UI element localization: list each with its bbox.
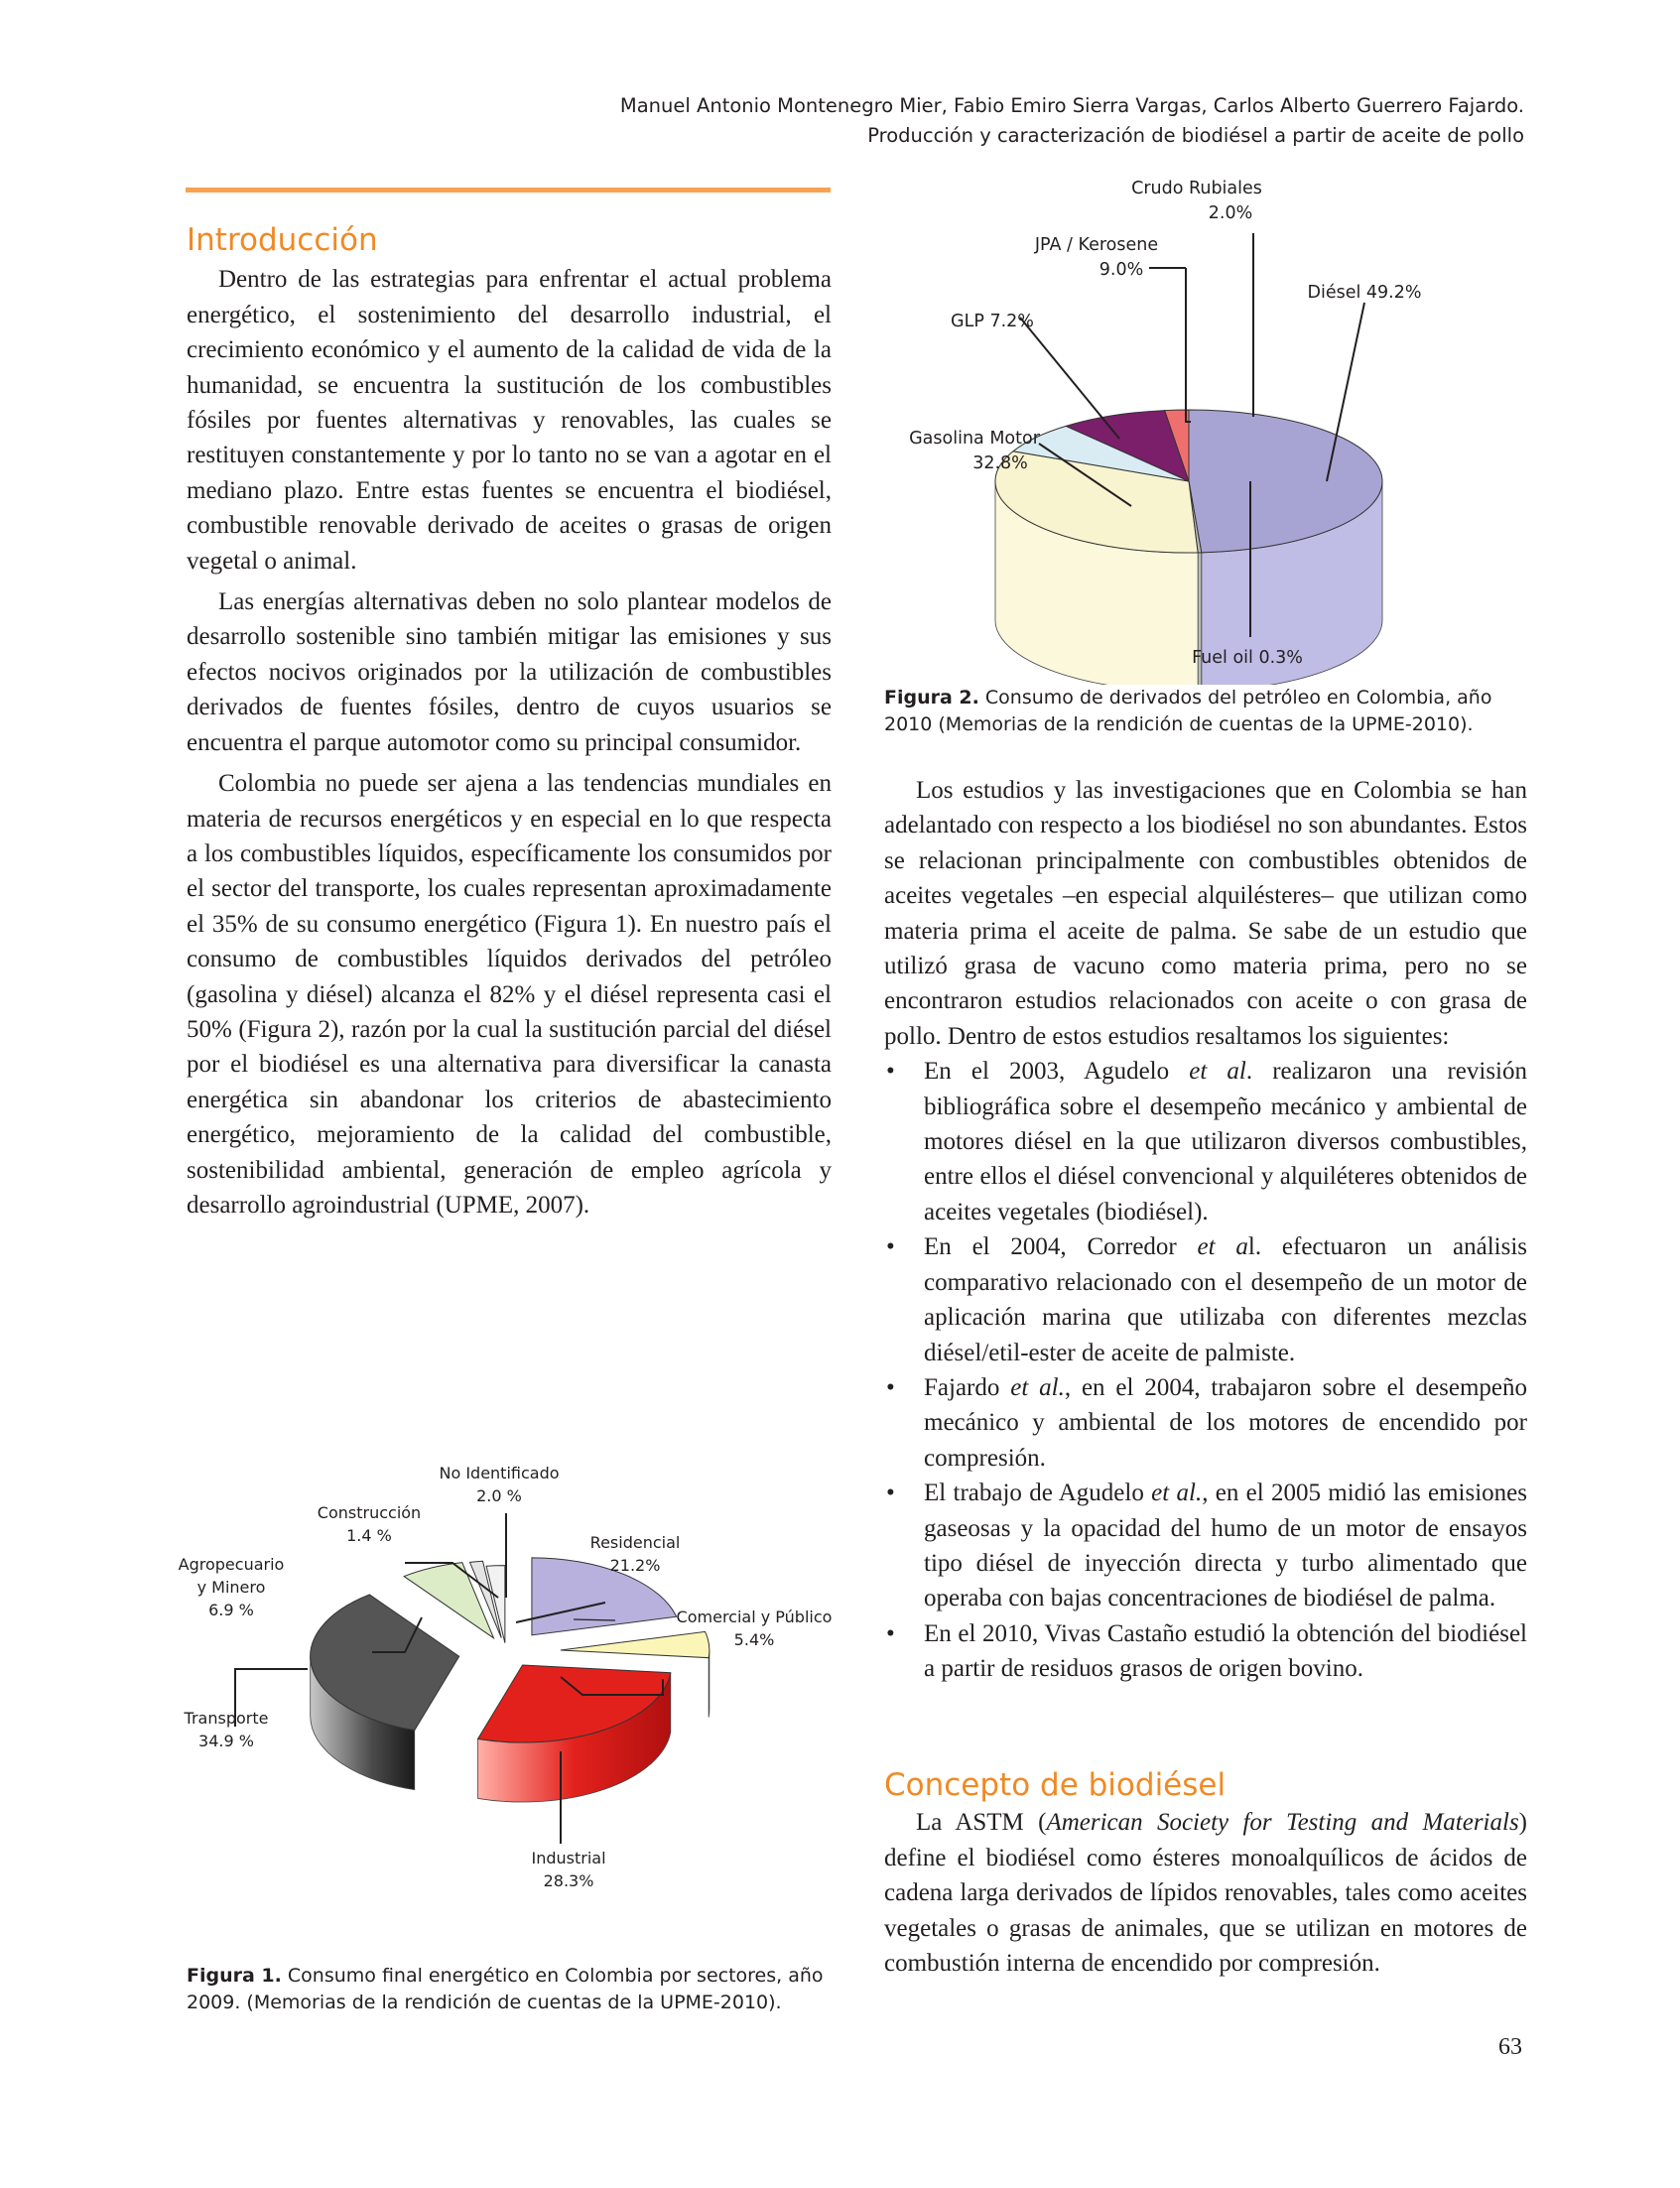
studies-list bbox=[884, 1054, 1527, 1686]
leader-line bbox=[1186, 268, 1191, 422]
label-crudo-rubiales: Crudo Rubiales bbox=[1131, 179, 1262, 198]
figure-2-pie-chart bbox=[893, 169, 1449, 685]
bullet: • bbox=[886, 1058, 895, 1086]
leader-line bbox=[1020, 318, 1119, 439]
intro-heading: Introducción bbox=[187, 222, 378, 258]
pie1-slices bbox=[311, 1558, 710, 1802]
bullet: • bbox=[886, 1619, 895, 1647]
concept-heading: Concepto de biodiésel bbox=[884, 1767, 1227, 1803]
value-industrial: 28.3% bbox=[543, 1871, 594, 1890]
intro-paragraph-1: Dentro de las estrategias para enfrentar el actual problema energético, el sostenimiento del desarrollo industrial, el crecimiento económico y el aumento de la calidad de vida de la humanidad, se encuentra la sustitución de los combustibles fósiles por fuentes alternativas y renovables, las cuales se restituyen constantemente y por lo tanto no se van a agotar en el mediano plazo. Entre estas fuentes se encuentra el biodiésel, combustible renovable derivado de aceites o grasas de origen vegetal o animal. bbox=[187, 266, 832, 575]
bullet: • bbox=[886, 1233, 895, 1261]
bullet: • bbox=[886, 1480, 895, 1507]
header-title: Producción y caracterización de biodiésel a partir de aceite de pollo bbox=[867, 124, 1524, 147]
figure-2-caption bbox=[884, 685, 1527, 738]
concept-section bbox=[884, 1768, 1527, 1981]
figure-1-label: Figura 1. bbox=[187, 1965, 282, 1987]
label-agropecuario-line2: y Minero bbox=[196, 1578, 266, 1597]
figure-1-caption bbox=[187, 1963, 832, 2016]
value-transporte: 34.9 % bbox=[198, 1732, 254, 1750]
studies-section bbox=[884, 773, 1527, 1687]
label-glp: GLP 7.2% bbox=[951, 312, 1034, 331]
label-jpa-kerosene: JPA / Kerosene bbox=[1034, 235, 1159, 255]
header-authors: Manuel Antonio Montenegro Mier, Fabio Emiro Sierra Vargas, Carlos Alberto Guerrero Fajardo. bbox=[619, 94, 1524, 117]
section-divider bbox=[186, 188, 831, 193]
value-comercial: 5.4% bbox=[733, 1630, 775, 1649]
introduction-section bbox=[187, 223, 832, 1223]
value-construccion: 1.4 % bbox=[346, 1526, 392, 1545]
figure-1-pie-chart bbox=[149, 1449, 863, 1915]
pie-slice-comercial bbox=[561, 1631, 710, 1657]
list-item: • El trabajo de Agudelo et al., en el 2005 midió las emisiones gaseosas y la opacidad del humo de un motor de ensayos tipo diésel de inyección directa y turbo alimentado que operaba con bajas concentraciones de biodiésel de palma. bbox=[884, 1476, 1527, 1616]
value-gasolina-motor: 32.8% bbox=[972, 453, 1028, 473]
running-header bbox=[620, 91, 1524, 151]
figure-2-label: Figura 2. bbox=[884, 687, 979, 708]
value-agropecuario: 6.9 % bbox=[208, 1601, 254, 1619]
value-crudo-rubiales: 2.0% bbox=[1208, 203, 1253, 223]
label-comercial: Comercial y Público bbox=[676, 1608, 833, 1626]
bullet: • bbox=[886, 1373, 895, 1401]
figure-2-caption-text: Consumo de derivados del petróleo en Colombia, año 2010 (Memorias de la rendición de cuentas de la UPME-2010). bbox=[884, 687, 1492, 735]
pie-slice-side-comercial bbox=[709, 1650, 710, 1718]
pie2-slices bbox=[995, 410, 1382, 685]
value-residencial: 21.2% bbox=[609, 1556, 661, 1575]
label-transporte: Transporte bbox=[184, 1709, 269, 1728]
list-item: • Fajardo et al., en el 2004, trabajaron sobre el desempeño mecánico y ambiental de los motores de encendido por compresión. bbox=[884, 1370, 1527, 1476]
label-residencial: Residencial bbox=[589, 1533, 681, 1552]
list-item: • En el 2003, Agudelo et al. realizaron una revisión bibliográfica sobre el desempeño mecánico y ambiental de motores diésel en la que utilizaron diversos combustibles, entre ellos el diésel convencional y alquiléteres obtenidos de aceites vegetales (biodiésel). bbox=[884, 1054, 1527, 1229]
concept-paragraph: La ASTM (American Society for Testing and Materials) define el biodiésel como ésteres monoalquílicos de ácidos de cadena larga derivados de lípidos renovables, tales como aceites vegetales o grasas de animales, que se utilizan en motores de combustión interna de encendido por compresión. bbox=[884, 1809, 1527, 1978]
value-jpa-kerosene: 9.0% bbox=[1098, 260, 1144, 280]
label-agropecuario-line1: Agropecuario bbox=[178, 1555, 285, 1574]
pie1-labels bbox=[179, 1464, 833, 1890]
label-fuel-oil: Fuel oil 0.3% bbox=[1192, 648, 1303, 668]
label-gasolina-motor: Gasolina Motor bbox=[909, 429, 1040, 449]
label-diesel: Diésel 49.2% bbox=[1307, 283, 1422, 303]
studies-paragraph: Los estudios y las investigaciones que en Colombia se han adelantado con respecto a los biodiésel no son abundantes. Estos se relacionan principalmente con combustibles obtenidos de aceites vegetales –en especial alquilésteres– que utilizan como materia prima el aceite de palma. Se sabe de un estudio que utilizó grasa de vacuno como materia prima, pero no se encontraron estudios relacionados con aceite o con grasa de pollo. Dentro de estos estudios resaltamos los siguientes: bbox=[884, 777, 1527, 1050]
list-item: • En el 2010, Vivas Castaño estudió la obtención del biodiésel a partir de residuos grasos de origen bovino. bbox=[884, 1616, 1527, 1687]
intro-paragraph-2: Las energías alternativas deben no solo plantear modelos de desarrollo sostenible sino también mitigar las emisiones y sus efectos nocivos originados por la utilización de combustibles derivados de fuentes fósiles, dentro de cuyos usuarios se encuentra el parque automotor como su principal consumidor. bbox=[187, 588, 832, 756]
label-no-identificado: No Identificado bbox=[439, 1464, 560, 1482]
list-item: • En el 2004, Corredor et al. efectuaron un análisis comparativo relacionado con el desempeño de un motor de aplicación marina que utilizaba con diferentes mezclas diésel/etil-ester de aceite de palmiste. bbox=[884, 1229, 1527, 1370]
page-number: 63 bbox=[1498, 2034, 1522, 2060]
intro-paragraph-3: Colombia no puede ser ajena a las tendencias mundiales en materia de recursos energéticos y en especial en lo que respecta a los combustibles líquidos, específicamente los consumidos por el sector del transporte, los cuales representan aproximadamente el 35% de su consumo energético (Figura 1). En nuestro país el consumo de combustibles líquidos derivados del petróleo (gasolina y diésel) alcanza el 82% y el diésel representa casi el 50% (Figura 2), razón por la cual la sustitución parcial del diésel por el biodiésel es una alternativa para diversificar la canasta energética sin abandonar los criterios de abastecimiento energético, mejoramiento de la calidad del combustible, sostenibilidad ambiental, generación de empleo agrícola y desarrollo agroindustrial (UPME, 2007). bbox=[187, 770, 832, 1219]
figure-1-caption-text: Consumo final energético en Colombia por sectores, año 2009. (Memorias de la rendición de cuentas de la UPME-2010). bbox=[187, 1965, 824, 2013]
label-construccion: Construcción bbox=[317, 1503, 422, 1522]
value-no-identificado: 2.0 % bbox=[476, 1486, 522, 1505]
label-industrial: Industrial bbox=[531, 1849, 606, 1867]
